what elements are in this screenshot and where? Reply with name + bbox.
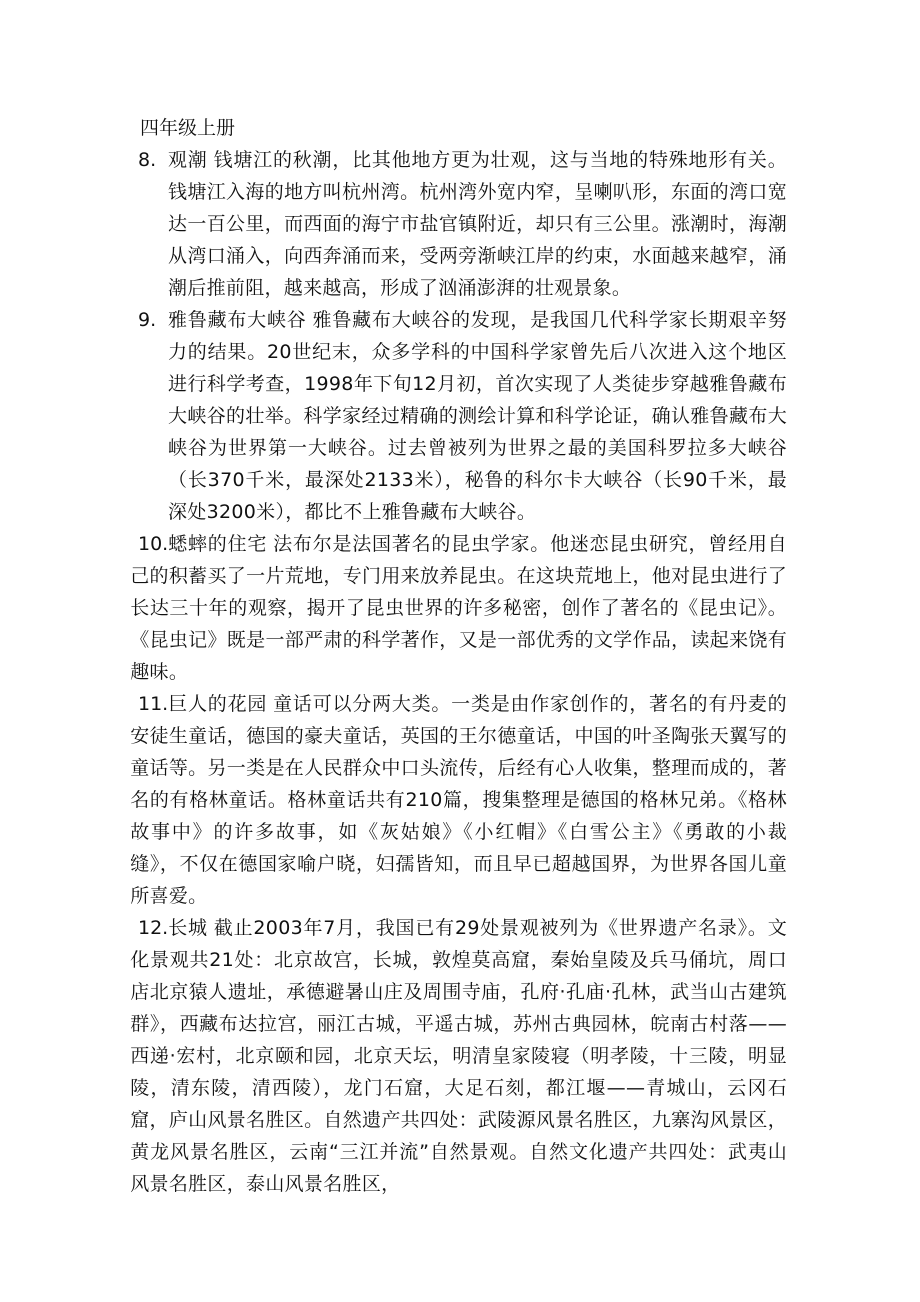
item-title: 观潮: [168, 149, 208, 171]
list-item-11: [130, 688, 787, 912]
item-title: 蟋蟀的住宅: [168, 533, 268, 555]
item-text: [130, 912, 787, 1200]
item-number: 10.: [138, 533, 169, 555]
item-text: [130, 528, 787, 688]
list-item-8: [138, 144, 787, 304]
item-title: 长城: [168, 917, 208, 939]
item-number: 11.: [138, 693, 169, 715]
item-body: 截止2003年7月，我国已有29处景观被列为《世界遗产名录》。文化景观共21处：北京故宫，长城，敦煌莫高窟，秦始皇陵及兵马俑坑，周口店北京猿人遗址，承德避暑山庄及周围寺庙，孔府·孔庙·孔林，武当山古建筑群》，西藏布达拉宫，丽江古城，平遥古城，苏州古典园林，皖南古村落——西递·宏村，北京颐和园，北京天坛，明清皇家陵寝（明孝陵，十三陵，明显陵，清东陵，清西陵），龙门石窟，大足石刻，都江堰——青城山，云冈石窟，庐山风景名胜区。自然遗产共四处：武陵源风景名胜区，九寨沟风景区，黄龙风景名胜区，云南“三江并流”自然景观。自然文化遗产共四处：武夷山风景名胜区，泰山风景名胜区，: [130, 917, 787, 1195]
list-item-12: [130, 912, 787, 1200]
list-item-10: [130, 528, 787, 688]
item-number: 12.: [138, 917, 169, 939]
item-body: 法布尔是法国著名的昆虫学家。他迷恋昆虫研究，曾经用自己的积蓄买了一片荒地，专门用来放养昆虫。在这块荒地上，他对昆虫进行了长达三十年的观察，揭开了昆虫世界的许多秘密，创作了著名的《昆虫记》。《昆虫记》既是一部严肃的科学著作，又是一部优秀的文学作品，读起来饶有趣味。: [130, 533, 787, 683]
item-title: 巨人的花园: [168, 693, 268, 715]
item-number: 8.: [138, 149, 157, 171]
item-title: 雅鲁藏布大峡谷: [168, 309, 307, 331]
item-body: 雅鲁藏布大峡谷的发现，是我国几代科学家长期艰辛努力的结果。20世纪末，众多学科的中国科学家曾先后八次进入这个地区进行科学考查，1998年下旬12月初，首次实现了人类徒步穿越雅鲁藏布大峡谷的壮举。科学家经过精确的测绘计算和科学论证，确认雅鲁藏布大峡谷为世界第一大峡谷。过去曾被列为世界之最的美国科罗拉多大峡谷（长370千米，最深处2133米），秘鲁的科尔卡大峡谷（长90千米，最深处3200米），都比不上雅鲁藏布大峡谷。: [168, 309, 787, 523]
item-body: 钱塘江的秋潮，比其他地方更为壮观，这与当地的特殊地形有关。钱塘江入海的地方叫杭州湾。杭州湾外宽内窄，呈喇叭形，东面的湾口宽达一百公里，而西面的海宁市盐官镇附近，却只有三公里。涨潮时，海潮从湾口涌入，向西奔涌而来，受两旁渐峡江岸的约束，水面越来越窄，涌潮后推前阻，越来越高，形成了汹涌澎湃的壮观景象。: [168, 149, 788, 299]
item-text: [168, 144, 787, 304]
item-number: 9.: [138, 309, 157, 331]
item-text: [130, 688, 787, 912]
item-text: [168, 304, 787, 528]
item-body: 童话可以分两大类。一类是由作家创作的，著名的有丹麦的安徒生童话，德国的豪夫童话，英国的王尔德童话，中国的叶圣陶张天翼写的童话等。另一类是在人民群众中口头流传，后经有心人收集，整理而成的，著名的有格林童话。格林童话共有210篇，搜集整理是德国的格林兄弟。《格林故事中》的许多故事，如《灰姑娘》《小红帽》《白雪公主》《勇敢的小裁缝》，不仅在德国家喻户晓，妇孺皆知，而且早已超越国界，为世界各国儿童所喜爱。: [130, 693, 787, 907]
list-item-9: [138, 304, 787, 528]
section-header: 四年级上册: [140, 117, 236, 139]
